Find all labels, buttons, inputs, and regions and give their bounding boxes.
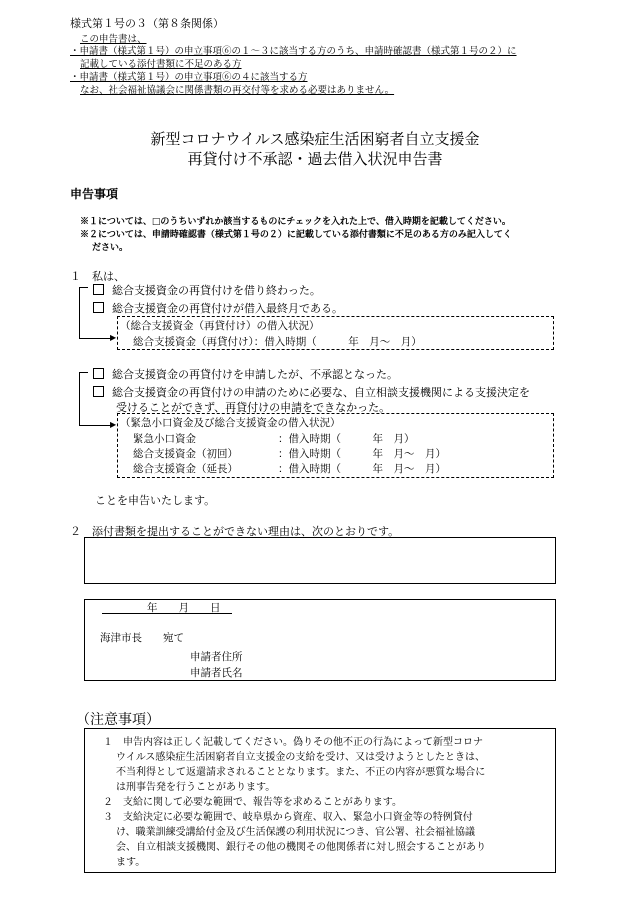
note-line: ２ 支給に関して必要な範囲で、報告等を求めることがあります。: [103, 797, 402, 808]
addressee: 海津市長 宛て: [100, 632, 184, 644]
option-4-label-line1: 総合支援資金の再貸付けの申請のために必要な、自立相談支援機関による支援決定を: [112, 386, 530, 399]
note-line: 会、自立相談支援機関、銀行その他の機関その他関係者に対し照会することがあり: [116, 842, 486, 853]
checkbox-icon[interactable]: [93, 302, 104, 313]
note-1: ※１については、□のうちいずれか該当するものにチェックを入れた上で、借入時期を記載してください。: [80, 217, 511, 227]
arrow-icon: ▶: [110, 333, 117, 342]
condition-2: ・申請書（様式第１号）の申立事項⑥の４に該当する方: [70, 72, 308, 83]
closing-statement: ことを申告いたします。: [95, 494, 216, 507]
checkbox-option-4[interactable]: [93, 384, 530, 400]
note-line: １ 申告内容は正しく記載してください。偽りその他不正の行為によって新型コロナ: [103, 737, 483, 748]
condition-1-line2: 記載している添付書類に不足のある方: [80, 59, 242, 70]
item-2-label: ２ 添付書類を提出することができない理由は、次のとおりです。: [70, 525, 400, 538]
checkbox-icon[interactable]: [93, 284, 104, 295]
condition-1-line1: ・申請書（様式第１号）の申立事項⑥の１～３に該当する方のうち、申請時確認書（様式第１号の２）に: [70, 46, 517, 57]
intro-text: この申告書は、: [80, 34, 147, 45]
checkbox-option-1[interactable]: [93, 282, 321, 298]
loan-row-name: 緊急小口資金: [133, 433, 196, 445]
date-field[interactable]: 年 月 日: [147, 602, 221, 614]
applicant-address-label: 申請者住所: [190, 651, 243, 663]
loan-row-period: ：借入時期（ 年 月～ 月）: [278, 463, 446, 475]
checkbox-option-3[interactable]: [93, 366, 398, 382]
note-2-line2: ださい。: [92, 243, 129, 253]
declaration-heading: 申告事項: [70, 187, 119, 201]
notes-heading: （注意事項）: [76, 712, 160, 728]
loan-status-1-row: 総合支援資金（再貸付け）：借入時期（ 年 月～ 月）: [133, 336, 422, 348]
checkbox-icon[interactable]: [93, 368, 104, 379]
note-line: ます。: [116, 857, 146, 868]
condition-3: なお、社会福祉協議会に関係書類の再交付等を求める必要はありません。: [80, 85, 395, 96]
note-line: ３ 支給決定に必要な範囲で、岐阜県から資産、収入、緊急小口資金等の特例貸付: [103, 812, 473, 823]
option-3-label: 総合支援資金の再貸付けを申請したが、不承認となった。: [112, 368, 398, 381]
checkbox-option-2[interactable]: [93, 300, 343, 316]
note-line: 不当利得として返還請求されることとなります。また、不正の内容が悪質な場合に: [116, 767, 486, 778]
note-line: は刑事告発を行うことがあります。: [116, 782, 276, 793]
option-4-label-line2: 受けることができず、再貸付けの申請をできなかった。: [116, 401, 391, 414]
loan-status-1-title: （総合支援資金（再貸付け）の借入状況）: [120, 320, 320, 332]
item-1-label: １ 私は、: [70, 270, 125, 283]
loan-row-name: 総合支援資金（延長）: [133, 463, 238, 475]
loan-row-period: ：借入時期（ 年 月～ 月）: [278, 448, 446, 460]
option-1-label: 総合支援資金の再貸付けを借り終わった。: [112, 284, 321, 297]
loan-row-period: ：借入時期（ 年 月）: [278, 433, 415, 445]
option-2-label: 総合支援資金の再貸付けが借入最終月である。: [112, 302, 343, 315]
form-number: 様式第１号の３（第８条関係）: [70, 17, 224, 30]
arrow-icon: ▶: [110, 420, 117, 429]
title-line1: 新型コロナウイルス感染症生活困窮者自立支援金: [150, 130, 480, 148]
applicant-name-label: 申請者氏名: [190, 667, 243, 679]
note-2-line1: ※２については、申請時確認書（様式第１号の２）に記載している添付書類に不足のある方のみ記入してく: [80, 230, 512, 240]
note-line: け、職業訓練受講給付金及び生活保護の利用状況につき、官公署、社会福祉協議: [116, 827, 475, 838]
title-line2: 再貸付け不承認・過去借入状況申告書: [187, 150, 443, 168]
reason-input-box[interactable]: [84, 537, 556, 584]
checkbox-icon[interactable]: [93, 386, 104, 397]
loan-status-2-title: （緊急小口資金及び総合支援資金の借入状況）: [120, 417, 341, 429]
note-line: ウイルス感染症生活困窮者自立支援金の支給を受け、又は受けようとしたときは、: [116, 752, 485, 763]
loan-row-name: 総合支援資金（初回）: [133, 448, 238, 460]
